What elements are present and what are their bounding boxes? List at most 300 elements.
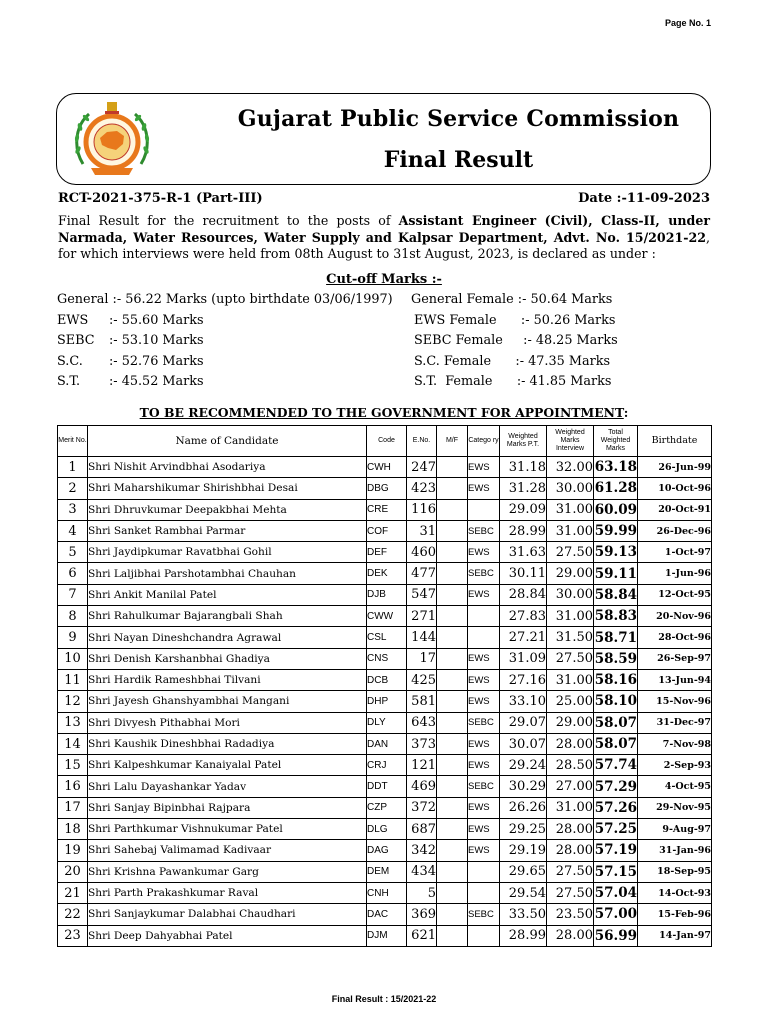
cutoff-row-sc	[57, 354, 204, 369]
cutoff-row-st	[57, 374, 204, 389]
cutoff-general: General :- 56.22 Marks (upto birthdate 03/06/1997)	[57, 292, 393, 307]
results-table	[57, 425, 712, 947]
birthdate-cell: 13-Jun-94	[638, 669, 712, 690]
table-row	[58, 904, 712, 925]
table-row	[58, 712, 712, 733]
total-cell: 57.25	[594, 819, 638, 840]
pt-cell: 30.11	[500, 563, 547, 584]
pt-cell: 31.28	[500, 478, 547, 499]
merit-cell: 5	[58, 542, 88, 563]
merit-cell: 7	[58, 584, 88, 605]
total-cell: 57.26	[594, 797, 638, 818]
cutoff-sebc-value: :- 53.10 Marks	[109, 333, 204, 348]
mf-cell	[437, 819, 468, 840]
cutoff-st-label: S.T.	[57, 374, 81, 389]
table-row	[58, 882, 712, 903]
eno-cell: 271	[407, 606, 437, 627]
category-cell	[468, 925, 500, 946]
interview-cell: 31.00	[547, 669, 594, 690]
intro-paragraph	[58, 213, 710, 263]
category-cell: SEBC	[468, 712, 500, 733]
name-cell: Shri Hardik Rameshbhai Tilvani	[88, 669, 367, 690]
merit-cell: 21	[58, 882, 88, 903]
name-cell: Shri Lalu Dayashankar Yadav	[88, 776, 367, 797]
name-cell: Shri Kaushik Dineshbhai Radadiya	[88, 733, 367, 754]
name-cell: Shri Jaydipkumar Ravatbhai Gohil	[88, 542, 367, 563]
merit-cell: 16	[58, 776, 88, 797]
code-cell: DJM	[367, 925, 407, 946]
interview-cell: 29.00	[547, 563, 594, 584]
interview-cell: 27.50	[547, 648, 594, 669]
cutoff-heading: Cut-off Marks :-	[326, 272, 442, 287]
mf-cell	[437, 520, 468, 541]
interview-cell: 23.50	[547, 904, 594, 925]
eno-cell: 547	[407, 584, 437, 605]
category-cell: EWS	[468, 542, 500, 563]
mf-cell	[437, 797, 468, 818]
mf-cell	[437, 861, 468, 882]
pt-cell: 28.99	[500, 520, 547, 541]
name-cell: Shri Sanjaykumar Dalabhai Chaudhari	[88, 904, 367, 925]
total-cell: 59.11	[594, 563, 638, 584]
birthdate-cell: 20-Oct-91	[638, 499, 712, 520]
result-date: Date :-11-09-2023	[578, 191, 710, 206]
merit-cell: 4	[58, 520, 88, 541]
cutoff-sebc-label: SEBC	[57, 333, 95, 348]
interview-cell: 28.00	[547, 925, 594, 946]
code-cell: DEM	[367, 861, 407, 882]
cutoff-row-general	[57, 292, 393, 307]
name-cell: Shri Dhruvkumar Deepakbhai Mehta	[88, 499, 367, 520]
merit-cell: 11	[58, 669, 88, 690]
eno-cell: 369	[407, 904, 437, 925]
pt-cell: 28.99	[500, 925, 547, 946]
table-row	[58, 520, 712, 541]
table-row	[58, 797, 712, 818]
eno-cell: 687	[407, 819, 437, 840]
birthdate-cell: 31-Jan-96	[638, 840, 712, 861]
code-cell: CSL	[367, 627, 407, 648]
table-row	[58, 542, 712, 563]
mf-cell	[437, 457, 468, 478]
category-cell: EWS	[468, 669, 500, 690]
interview-cell: 32.00	[547, 457, 594, 478]
mf-cell	[437, 669, 468, 690]
code-cell: DAN	[367, 733, 407, 754]
table-row	[58, 563, 712, 584]
interview-cell: 28.00	[547, 819, 594, 840]
reference-number: RCT-2021-375-R-1 (Part-III)	[58, 191, 263, 206]
mf-cell	[437, 563, 468, 584]
interview-cell: 31.00	[547, 499, 594, 520]
category-cell	[468, 499, 500, 520]
recommendation-heading-text: TO BE RECOMMENDED TO THE GOVERNMENT FOR APPOINTMENT	[139, 405, 624, 420]
birthdate-cell: 26-Sep-97	[638, 648, 712, 669]
header-eno: E.No.	[407, 426, 437, 457]
intro-text-1: Final Result for the recruitment to the posts of	[58, 213, 399, 228]
interview-cell: 31.00	[547, 797, 594, 818]
merit-cell: 8	[58, 606, 88, 627]
merit-cell: 9	[58, 627, 88, 648]
cutoff-ews-female: EWS Female :- 50.26 Marks	[414, 313, 616, 328]
mf-cell	[437, 691, 468, 712]
header-merit: Merit No.	[58, 426, 88, 457]
birthdate-cell: 26-Jun-99	[638, 457, 712, 478]
table-row	[58, 499, 712, 520]
category-cell: EWS	[468, 819, 500, 840]
name-cell: Shri Laljibhai Parshotambhai Chauhan	[88, 563, 367, 584]
category-cell	[468, 627, 500, 648]
cutoff-general-female: General Female :- 50.64 Marks	[411, 292, 613, 307]
table-row	[58, 925, 712, 946]
code-cell: DDT	[367, 776, 407, 797]
pt-cell: 33.10	[500, 691, 547, 712]
gpsc-emblem-icon	[69, 98, 155, 180]
category-cell: SEBC	[468, 904, 500, 925]
page-number: Page No. 1	[664, 18, 711, 28]
header-mf: M/F	[437, 426, 468, 457]
birthdate-cell: 18-Sep-95	[638, 861, 712, 882]
mf-cell	[437, 478, 468, 499]
table-row	[58, 457, 712, 478]
table-row	[58, 819, 712, 840]
name-cell: Shri Deep Dahyabhai Patel	[88, 925, 367, 946]
code-cell: DCB	[367, 669, 407, 690]
total-cell: 58.16	[594, 669, 638, 690]
interview-cell: 30.00	[547, 584, 594, 605]
mf-cell	[437, 776, 468, 797]
code-cell: CWH	[367, 457, 407, 478]
birthdate-cell: 4-Oct-95	[638, 776, 712, 797]
mf-cell	[437, 712, 468, 733]
birthdate-cell: 20-Nov-96	[638, 606, 712, 627]
code-cell: COF	[367, 520, 407, 541]
pt-cell: 29.24	[500, 755, 547, 776]
category-cell: EWS	[468, 584, 500, 605]
cutoff-st-value: :- 45.52 Marks	[109, 374, 204, 389]
pt-cell: 29.54	[500, 882, 547, 903]
eno-cell: 372	[407, 797, 437, 818]
birthdate-cell: 9-Aug-97	[638, 819, 712, 840]
table-row	[58, 584, 712, 605]
category-cell: SEBC	[468, 776, 500, 797]
interview-cell: 27.50	[547, 882, 594, 903]
code-cell: DHP	[367, 691, 407, 712]
mf-cell	[437, 542, 468, 563]
eno-cell: 469	[407, 776, 437, 797]
merit-cell: 17	[58, 797, 88, 818]
code-cell: DJB	[367, 584, 407, 605]
table-row	[58, 733, 712, 754]
header-birthdate: Birthdate	[638, 426, 712, 457]
code-cell: DEK	[367, 563, 407, 584]
eno-cell: 342	[407, 840, 437, 861]
eno-cell: 423	[407, 478, 437, 499]
total-cell: 63.18	[594, 457, 638, 478]
pt-cell: 29.19	[500, 840, 547, 861]
code-cell: CRE	[367, 499, 407, 520]
code-cell: DAG	[367, 840, 407, 861]
pt-cell: 29.07	[500, 712, 547, 733]
pt-cell: 30.29	[500, 776, 547, 797]
interview-cell: 25.00	[547, 691, 594, 712]
recommendation-heading-colon: :	[623, 405, 629, 420]
table-row	[58, 648, 712, 669]
merit-cell: 13	[58, 712, 88, 733]
name-cell: Shri Sanjay Bipinbhai Rajpara	[88, 797, 367, 818]
category-cell: EWS	[468, 797, 500, 818]
intro-text-2: , for which interviews were held from 08th August to 31st August, 2023, is declared as under :	[58, 229, 710, 261]
name-cell: Shri Parth Prakashkumar Raval	[88, 882, 367, 903]
header-box	[56, 93, 711, 185]
category-cell: EWS	[468, 840, 500, 861]
table-row	[58, 606, 712, 627]
cutoff-sc-label: S.C.	[57, 354, 83, 369]
name-cell: Shri Jayesh Ghanshyambhai Mangani	[88, 691, 367, 712]
mf-cell	[437, 733, 468, 754]
eno-cell: 373	[407, 733, 437, 754]
code-cell: CZP	[367, 797, 407, 818]
table-row	[58, 478, 712, 499]
merit-cell: 6	[58, 563, 88, 584]
mf-cell	[437, 648, 468, 669]
eno-cell: 31	[407, 520, 437, 541]
pt-cell: 30.07	[500, 733, 547, 754]
table-header-row	[58, 426, 712, 457]
header-total: Total Weighted Marks	[594, 426, 638, 457]
category-cell: EWS	[468, 648, 500, 669]
birthdate-cell: 10-Oct-96	[638, 478, 712, 499]
name-cell: Shri Parthkumar Vishnukumar Patel	[88, 819, 367, 840]
category-cell: EWS	[468, 733, 500, 754]
birthdate-cell: 15-Feb-96	[638, 904, 712, 925]
category-cell: EWS	[468, 478, 500, 499]
merit-cell: 23	[58, 925, 88, 946]
total-cell: 58.07	[594, 733, 638, 754]
header-name: Name of Candidate	[88, 426, 367, 457]
pt-cell: 31.09	[500, 648, 547, 669]
total-cell: 57.29	[594, 776, 638, 797]
table-row	[58, 627, 712, 648]
birthdate-cell: 1-Oct-97	[638, 542, 712, 563]
eno-cell: 116	[407, 499, 437, 520]
cutoff-sebc-female: SEBC Female :- 48.25 Marks	[414, 333, 618, 348]
pt-cell: 26.26	[500, 797, 547, 818]
table-row	[58, 691, 712, 712]
footer-label: Final Result : 15/2021-22	[331, 994, 437, 1004]
table-row	[58, 840, 712, 861]
birthdate-cell: 2-Sep-93	[638, 755, 712, 776]
birthdate-cell: 29-Nov-95	[638, 797, 712, 818]
merit-cell: 14	[58, 733, 88, 754]
cutoff-sc-female: S.C. Female :- 47.35 Marks	[414, 354, 611, 369]
name-cell: Shri Nayan Dineshchandra Agrawal	[88, 627, 367, 648]
merit-cell: 18	[58, 819, 88, 840]
total-cell: 57.00	[594, 904, 638, 925]
name-cell: Shri Ankit Manilal Patel	[88, 584, 367, 605]
table-row	[58, 755, 712, 776]
recommendation-heading	[0, 405, 768, 420]
total-cell: 61.28	[594, 478, 638, 499]
interview-cell: 27.50	[547, 861, 594, 882]
code-cell: CNS	[367, 648, 407, 669]
interview-cell: 27.00	[547, 776, 594, 797]
merit-cell: 12	[58, 691, 88, 712]
cutoff-ews-value: :- 55.60 Marks	[109, 313, 204, 328]
eno-cell: 425	[407, 669, 437, 690]
interview-cell: 31.00	[547, 606, 594, 627]
mf-cell	[437, 840, 468, 861]
code-cell: DLY	[367, 712, 407, 733]
mf-cell	[437, 925, 468, 946]
pt-cell: 28.84	[500, 584, 547, 605]
mf-cell	[437, 499, 468, 520]
eno-cell: 643	[407, 712, 437, 733]
interview-cell: 27.50	[547, 542, 594, 563]
birthdate-cell: 15-Nov-96	[638, 691, 712, 712]
name-cell: Shri Divyesh Pithabhai Mori	[88, 712, 367, 733]
cutoff-row-ews	[57, 313, 204, 328]
pt-cell: 27.21	[500, 627, 547, 648]
merit-cell: 2	[58, 478, 88, 499]
total-cell: 56.99	[594, 925, 638, 946]
cutoff-sc-value: :- 52.76 Marks	[109, 354, 204, 369]
total-cell: 60.09	[594, 499, 638, 520]
pt-cell: 31.63	[500, 542, 547, 563]
mf-cell	[437, 904, 468, 925]
eno-cell: 247	[407, 457, 437, 478]
merit-cell: 10	[58, 648, 88, 669]
table-row	[58, 669, 712, 690]
pt-cell: 29.09	[500, 499, 547, 520]
merit-cell: 19	[58, 840, 88, 861]
birthdate-cell: 12-Oct-95	[638, 584, 712, 605]
pt-cell: 27.16	[500, 669, 547, 690]
header-code: Code	[367, 426, 407, 457]
total-cell: 58.07	[594, 712, 638, 733]
total-cell: 58.10	[594, 691, 638, 712]
name-cell: Shri Denish Karshanbhai Ghadiya	[88, 648, 367, 669]
header-category: Catego ry	[468, 426, 500, 457]
document-title: Final Result	[383, 147, 534, 173]
eno-cell: 121	[407, 755, 437, 776]
total-cell: 58.83	[594, 606, 638, 627]
pt-cell: 33.50	[500, 904, 547, 925]
mf-cell	[437, 627, 468, 648]
total-cell: 57.15	[594, 861, 638, 882]
birthdate-cell: 7-Nov-98	[638, 733, 712, 754]
cutoff-st-female: S.T. Female :- 41.85 Marks	[414, 374, 612, 389]
eno-cell: 460	[407, 542, 437, 563]
code-cell: DLG	[367, 819, 407, 840]
mf-cell	[437, 606, 468, 627]
interview-cell: 30.00	[547, 478, 594, 499]
pt-cell: 31.18	[500, 457, 547, 478]
category-cell	[468, 882, 500, 903]
category-cell: EWS	[468, 691, 500, 712]
table-row	[58, 776, 712, 797]
total-cell: 59.99	[594, 520, 638, 541]
name-cell: Shri Nishit Arvindbhai Asodariya	[88, 457, 367, 478]
total-cell: 57.74	[594, 755, 638, 776]
eno-cell: 17	[407, 648, 437, 669]
birthdate-cell: 28-Oct-96	[638, 627, 712, 648]
interview-cell: 31.00	[547, 520, 594, 541]
interview-cell: 29.00	[547, 712, 594, 733]
name-cell: Shri Sanket Rambhai Parmar	[88, 520, 367, 541]
category-cell: SEBC	[468, 520, 500, 541]
birthdate-cell: 14-Jan-97	[638, 925, 712, 946]
code-cell: DAC	[367, 904, 407, 925]
category-cell: EWS	[468, 457, 500, 478]
code-cell: CNH	[367, 882, 407, 903]
birthdate-cell: 26-Dec-96	[638, 520, 712, 541]
eno-cell: 5	[407, 882, 437, 903]
header-interview: Weighted Marks Interview	[547, 426, 594, 457]
category-cell: EWS	[468, 755, 500, 776]
header-pt: Weighted Marks P.T.	[500, 426, 547, 457]
pt-cell: 27.83	[500, 606, 547, 627]
name-cell: Shri Maharshikumar Shirishbhai Desai	[88, 478, 367, 499]
interview-cell: 28.50	[547, 755, 594, 776]
code-cell: CWW	[367, 606, 407, 627]
pt-cell: 29.25	[500, 819, 547, 840]
total-cell: 58.59	[594, 648, 638, 669]
mf-cell	[437, 882, 468, 903]
code-cell: DEF	[367, 542, 407, 563]
eno-cell: 581	[407, 691, 437, 712]
eno-cell: 477	[407, 563, 437, 584]
total-cell: 59.13	[594, 542, 638, 563]
category-cell	[468, 861, 500, 882]
category-cell: SEBC	[468, 563, 500, 584]
name-cell: Shri Sahebaj Valimamad Kadivaar	[88, 840, 367, 861]
pt-cell: 29.65	[500, 861, 547, 882]
total-cell: 58.71	[594, 627, 638, 648]
name-cell: Shri Krishna Pawankumar Garg	[88, 861, 367, 882]
interview-cell: 28.00	[547, 840, 594, 861]
eno-cell: 434	[407, 861, 437, 882]
total-cell: 58.84	[594, 584, 638, 605]
mf-cell	[437, 584, 468, 605]
interview-cell: 31.50	[547, 627, 594, 648]
organization-title: Gujarat Public Service Commission	[237, 106, 680, 132]
total-cell: 57.04	[594, 882, 638, 903]
eno-cell: 621	[407, 925, 437, 946]
merit-cell: 22	[58, 904, 88, 925]
merit-cell: 15	[58, 755, 88, 776]
merit-cell: 1	[58, 457, 88, 478]
birthdate-cell: 31-Dec-97	[638, 712, 712, 733]
cutoff-ews-label: EWS	[57, 313, 89, 328]
interview-cell: 28.00	[547, 733, 594, 754]
merit-cell: 3	[58, 499, 88, 520]
eno-cell: 144	[407, 627, 437, 648]
birthdate-cell: 1-Jun-96	[638, 563, 712, 584]
birthdate-cell: 14-Oct-93	[638, 882, 712, 903]
merit-cell: 20	[58, 861, 88, 882]
code-cell: CRJ	[367, 755, 407, 776]
mf-cell	[437, 755, 468, 776]
intro-post-details: Assistant Engineer (Civil), Class-II, under Narmada, Water Resources, Water Supply and Kalpsar Department, Advt. No. 15/2021-22	[58, 213, 710, 245]
cutoff-row-sebc	[57, 333, 204, 348]
name-cell: Shri Rahulkumar Bajarangbali Shah	[88, 606, 367, 627]
table-row	[58, 861, 712, 882]
category-cell	[468, 606, 500, 627]
name-cell: Shri Kalpeshkumar Kanaiyalal Patel	[88, 755, 367, 776]
total-cell: 57.19	[594, 840, 638, 861]
code-cell: DBG	[367, 478, 407, 499]
